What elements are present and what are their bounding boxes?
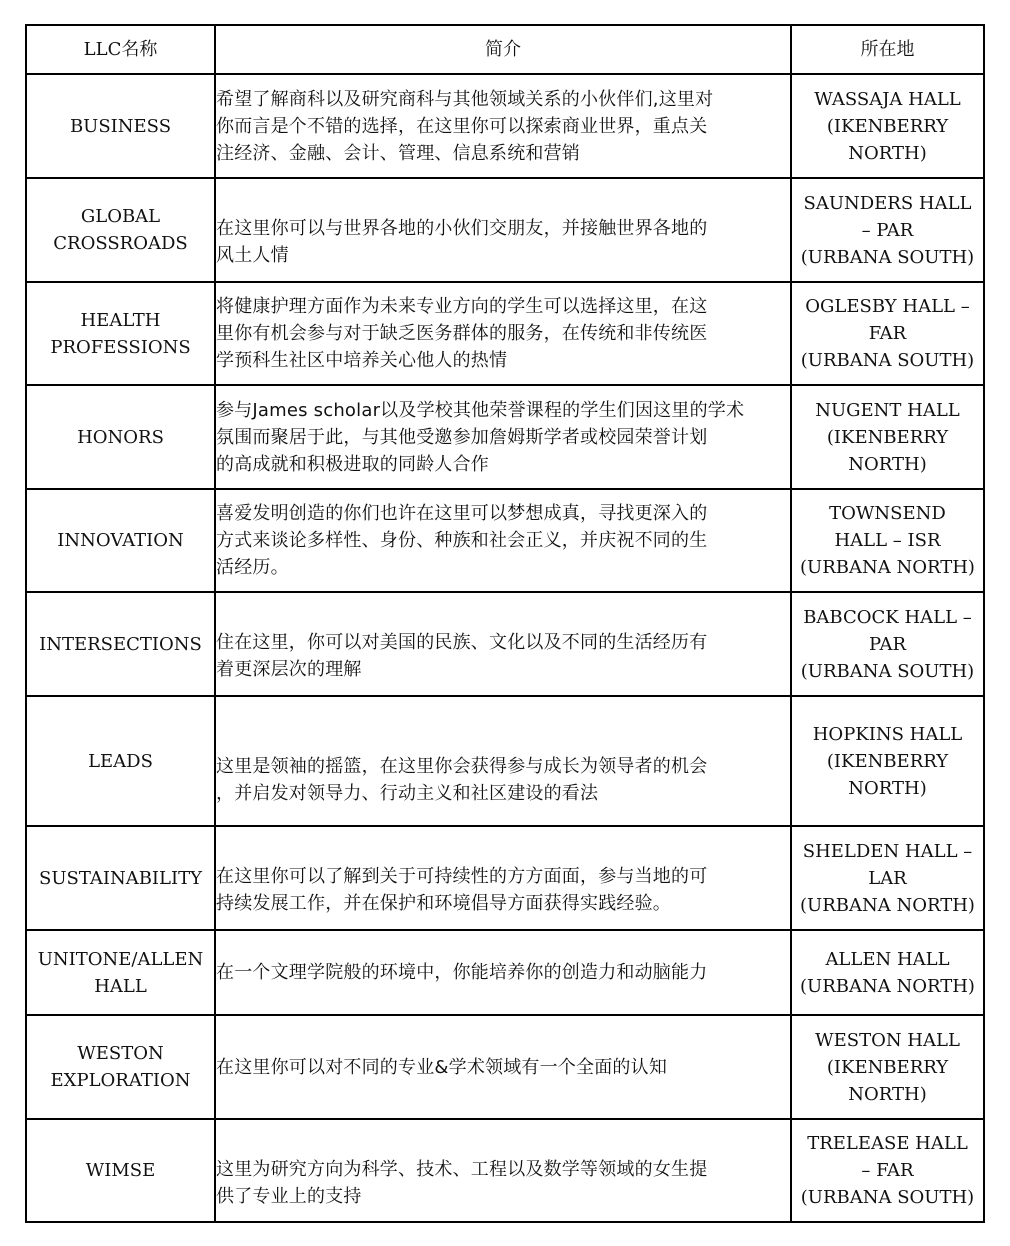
llc-name-cell [26,282,215,385]
location-line: SHELDEN HALL – [802,840,973,862]
location-line: OGLESBY HALL – [805,296,970,317]
llc-name-line: LEADS [88,750,153,772]
location-line: SAUNDERS HALL [803,192,972,214]
llc-name-line: INNOVATION [57,530,184,551]
description-cell [215,282,791,385]
llc-name-cell [26,930,215,1015]
location-cell [791,1119,984,1222]
location-line: NORTH) [848,453,927,475]
location-line: FAR [868,323,907,344]
description-line: 在一个文理学院般的环境中，你能培养你的创造力和动脑能力 [216,962,708,983]
location-line: (URBANA SOUTH) [800,1187,975,1208]
llc-name-line: HALL [94,975,147,997]
location-line: TRELEASE HALL [807,1133,968,1154]
table-row [26,592,984,696]
description-cell [215,489,791,592]
description-line: 这里为研究方向为科学、技术、工程以及数学等领域的女生提 [216,1158,708,1180]
description-line: 在这里你可以对不同的专业&学术领域有一个全面的认知 [216,1056,668,1078]
table-row [26,1119,984,1222]
header-llc-name: LLC名称 [26,25,215,74]
description-cell [215,592,791,696]
location-cell [791,178,984,282]
table-body [26,74,984,1222]
description-cell [215,1015,791,1119]
description-line: 活经历。 [216,557,289,578]
description-cell [215,696,791,826]
description-cell [215,385,791,489]
description-line: 参与James scholar以及学校其他荣誉课程的学生们因这里的学术 [216,399,745,421]
llc-name-line: BUSINESS [69,115,172,137]
table-row [26,489,984,592]
table-row [26,930,984,1015]
llc-name-cell [26,696,215,826]
table-row [26,282,984,385]
location-line: (URBANA SOUTH) [800,660,975,682]
location-line: TOWNSEND [829,503,946,524]
llc-name-cell [26,592,215,696]
description-line: 注经济、金融、会计、管理、信息系统和营销 [216,142,580,164]
llc-name-line: INTERSECTIONS [39,633,202,655]
llc-name-line: EXPLORATION [50,1070,191,1091]
llc-name-line: UNITONE/ALLEN [37,948,204,970]
location-cell [791,592,984,696]
location-line: HALL – ISR [834,530,941,551]
llc-name-line: GLOBAL [80,206,161,227]
llc-name-line: HONORS [77,426,164,448]
location-line: (IKENBERRY [826,1056,949,1078]
location-line: NUGENT HALL [815,399,960,421]
location-line: – PAR [861,219,914,241]
description-line: 氛围而聚居于此，与其他受邀参加詹姆斯学者或校园荣誉计划 [216,426,708,448]
llc-name-cell [26,1119,215,1222]
table-row [26,826,984,930]
location-cell [791,930,984,1015]
table-row [26,385,984,489]
description-line: 方式来谈论多样性、身份、种族和社会正义，并庆祝不同的生 [216,530,708,551]
header-row [26,25,984,74]
table-header [26,25,984,74]
table-row [26,74,984,178]
table-row [26,696,984,826]
location-line: (URBANA SOUTH) [800,350,975,371]
location-cell [791,1015,984,1119]
llc-name-line: CROSSROADS [53,233,188,254]
location-line: NORTH) [848,142,927,164]
description-line: 在这里你可以与世界各地的小伙们交朋友，并接触世界各地的 [216,218,708,239]
llc-name-cell [26,1015,215,1119]
description-line: 学预科生社区中培养关心他人的热情 [216,350,508,371]
location-line: NORTH) [848,1083,927,1105]
location-line: (URBANA NORTH) [800,894,975,916]
location-cell [791,74,984,178]
description-line: 风土人情 [216,245,289,266]
location-line: ALLEN HALL [825,948,950,970]
header-location: 所在地 [791,25,984,74]
description-cell [215,1119,791,1222]
location-line: (URBANA NORTH) [800,557,975,578]
llc-name-cell [26,826,215,930]
llc-name-line: WIMSE [85,1160,156,1181]
llc-name-cell [26,385,215,489]
table-row [26,178,984,282]
description-line: 将健康护理方面作为未来专业方向的学生可以选择这里，在这 [216,296,708,317]
description-line: 希望了解商科以及研究商科与其他领域关系的小伙伴们,这里对 [216,88,714,110]
description-line: 这里是领袖的摇篮，在这里你会获得参与成长为领导者的机会 [216,755,708,777]
llc-name-line: HEALTH [80,309,161,331]
location-line: PAR [868,633,906,655]
llc-table [25,24,985,1223]
location-line: (URBANA SOUTH) [800,246,975,268]
description-line: 在这里你可以了解到关于可持续性的方方面面，参与当地的可 [216,866,708,887]
location-line: – FAR [861,1160,914,1181]
location-cell [791,489,984,592]
llc-name-line: PROFESSIONS [50,336,191,358]
llc-name-line: WESTON [77,1043,164,1064]
location-line: NORTH) [848,777,927,799]
header-description: 简介 [215,25,791,74]
location-cell [791,385,984,489]
description-cell [215,826,791,930]
description-line: 着更深层次的理解 [216,659,362,680]
description-line: 的高成就和积极进取的同龄人合作 [216,453,489,475]
description-line: 持续发展工作，并在保护和环境倡导方面获得实践经验。 [216,893,671,914]
table-row [26,1015,984,1119]
description-cell [215,930,791,1015]
location-line: (IKENBERRY [826,426,949,448]
description-line: 喜爱发明创造的你们也许在这里可以梦想成真，寻找更深入的 [216,503,708,524]
description-line: ，并启发对领导力、行动主义和社区建设的看法 [216,782,599,804]
location-line: HOPKINS HALL [812,723,963,745]
llc-name-cell [26,74,215,178]
llc-name-cell [26,178,215,282]
description-line: 住在这里，你可以对美国的民族、文化以及不同的生活经历有 [216,632,708,653]
llc-name-line: SUSTAINABILITY [38,867,202,889]
location-line: WASSAJA HALL [814,88,961,110]
description-cell [215,178,791,282]
location-line: LAR [868,867,907,889]
location-cell [791,826,984,930]
location-cell [791,282,984,385]
description-cell [215,74,791,178]
location-line: (URBANA NORTH) [800,975,975,997]
location-cell [791,696,984,826]
location-line: (IKENBERRY [826,115,949,137]
description-line: 你而言是个不错的选择，在这里你可以探索商业世界，重点关 [216,115,708,137]
location-line: WESTON HALL [815,1029,960,1051]
description-line: 里你有机会参与对于缺乏医务群体的服务，在传统和非传统医 [216,323,708,344]
description-line: 供了专业上的支持 [216,1185,362,1207]
location-line: BABCOCK HALL – [803,606,972,628]
location-line: (IKENBERRY [826,750,949,772]
llc-name-cell [26,489,215,592]
